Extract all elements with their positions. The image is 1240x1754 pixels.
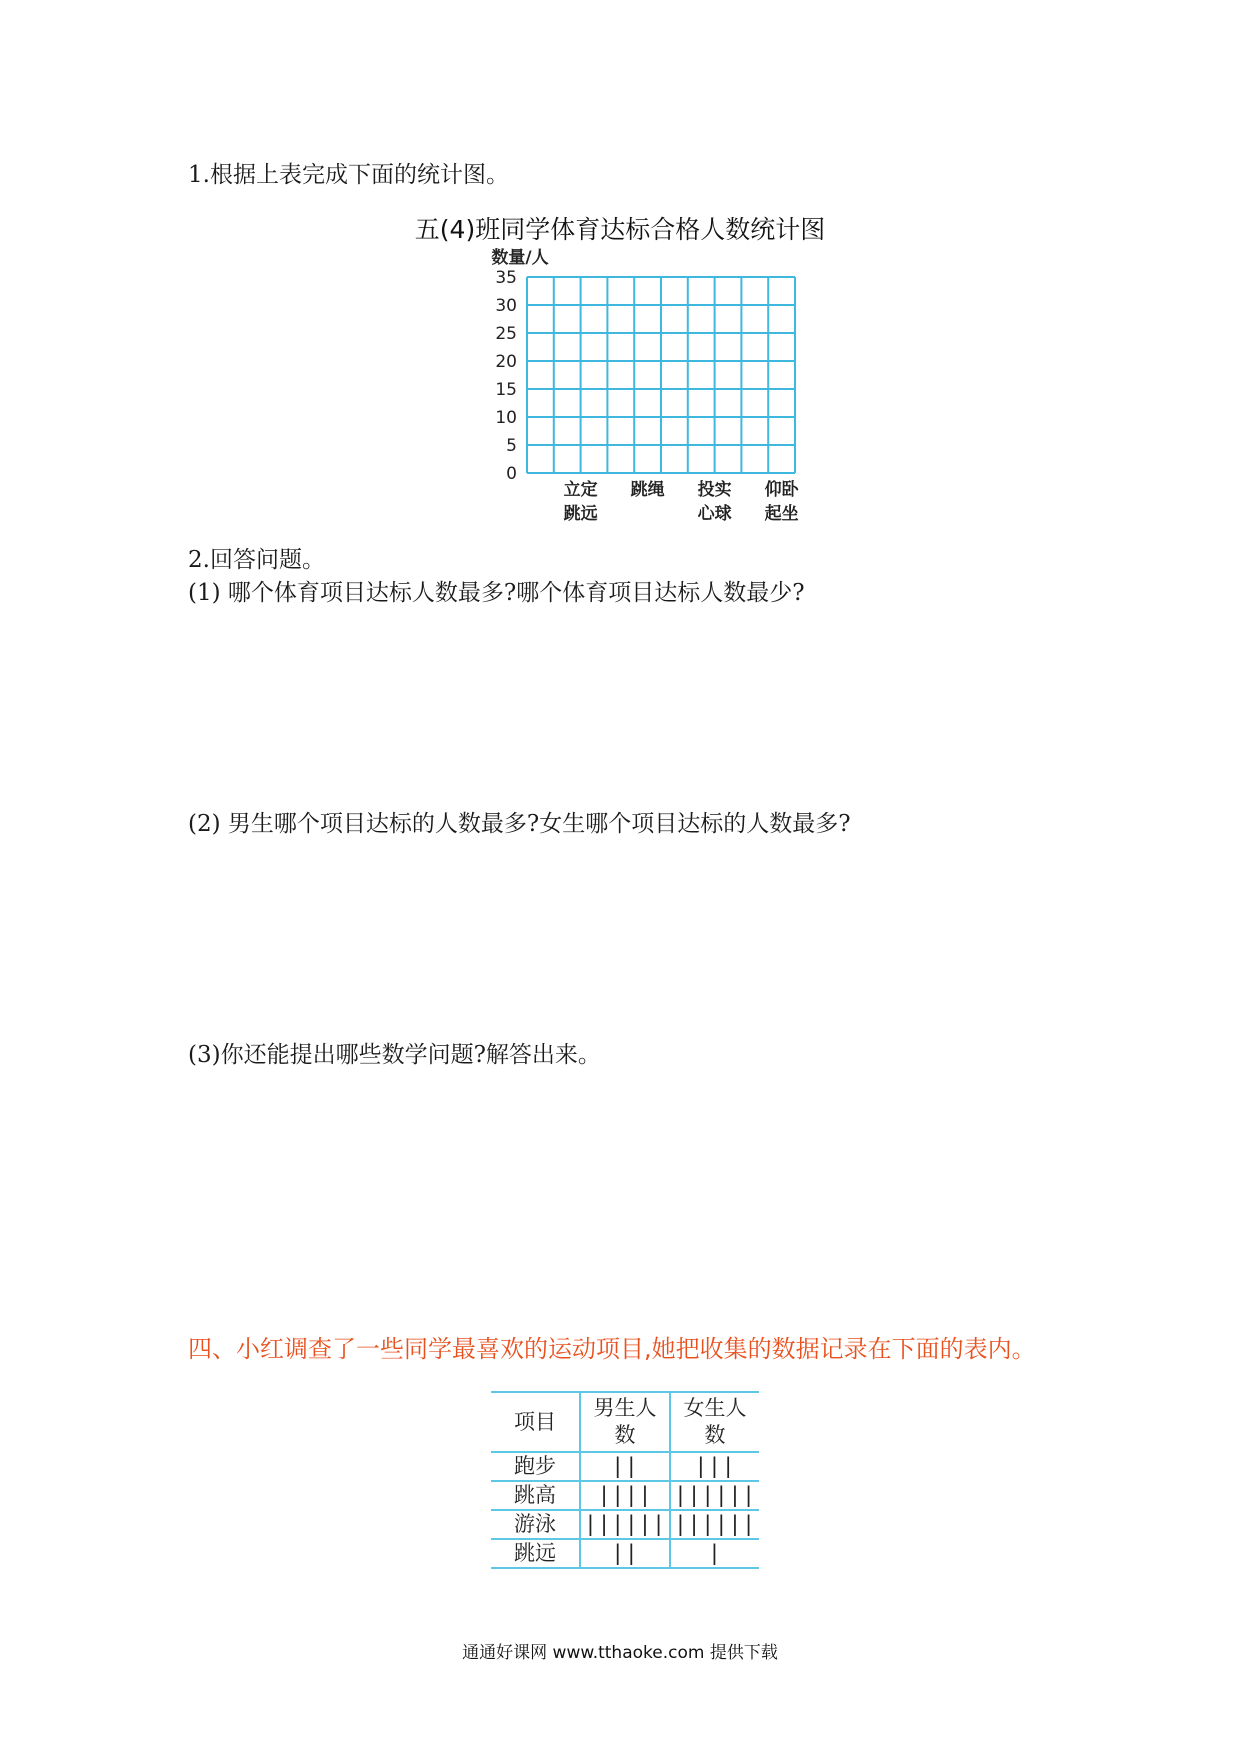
chart-title: 五(4)班同学体育达标合格人数统计图 xyxy=(414,215,826,244)
x-category-label: 投实 xyxy=(697,480,732,500)
x-category-label: 心球 xyxy=(697,504,732,524)
header-boys xyxy=(580,1392,670,1452)
header-girls xyxy=(670,1392,759,1452)
tally-table-container xyxy=(491,1391,759,1569)
y-tick-label: 5 xyxy=(506,436,517,456)
y-tick-label: 30 xyxy=(495,296,517,316)
table-row xyxy=(491,1539,759,1568)
question-3: (3)你还能提出哪些数学问题?解答出来。 xyxy=(188,1042,601,1068)
row-item: 跑步 xyxy=(491,1452,580,1481)
table-row xyxy=(491,1452,759,1481)
row-item: 跳高 xyxy=(491,1481,580,1510)
question-1: (1) 哪个体育项目达标人数最多?哪个体育项目达标人数最少? xyxy=(188,580,805,606)
footer-text: 通通好课网 www.tthaoke.com 提供下载 xyxy=(462,1643,778,1663)
section-four-heading: 四、小红调查了一些同学最喜欢的运动项目,她把收集的数据记录在下面的表内。 xyxy=(188,1335,1036,1363)
row-boys-tally: |||| xyxy=(580,1481,670,1510)
row-boys-tally: |||||| xyxy=(580,1510,670,1539)
y-tick-label: 25 xyxy=(495,324,517,344)
row-boys-tally: || xyxy=(580,1539,670,1568)
header-boys-line-1: 男生人 xyxy=(593,1396,657,1420)
y-axis-label: 数量/人 xyxy=(491,248,549,268)
part2-label: 2.回答问题。 xyxy=(188,547,325,573)
y-tick-label: 10 xyxy=(495,408,517,428)
bar-chart xyxy=(0,0,1240,560)
header-girls-line-2: 数 xyxy=(704,1423,726,1447)
tally-table-header-row xyxy=(491,1392,759,1452)
x-category-label: 跳远 xyxy=(563,504,598,524)
row-girls-tally: |||||| xyxy=(670,1510,759,1539)
row-girls-tally: |||||| xyxy=(670,1481,759,1510)
header-girls-line-1: 女生人 xyxy=(683,1396,747,1420)
question-2: (2) 男生哪个项目达标的人数最多?女生哪个项目达标的人数最多? xyxy=(188,811,851,837)
tally-table xyxy=(491,1391,759,1569)
table-row xyxy=(491,1510,759,1539)
x-category-label: 立定 xyxy=(563,480,598,500)
row-boys-tally: || xyxy=(580,1452,670,1481)
x-category-label: 仰卧 xyxy=(764,480,799,500)
x-category-label: 起坐 xyxy=(764,504,799,524)
part1-label: 1.根据上表完成下面的统计图。 xyxy=(188,162,509,188)
y-tick-label: 0 xyxy=(506,464,517,484)
y-tick-label: 20 xyxy=(495,352,517,372)
header-boys-line-2: 数 xyxy=(614,1423,636,1447)
y-tick-label: 15 xyxy=(495,380,517,400)
row-item: 游泳 xyxy=(491,1510,580,1539)
table-row xyxy=(491,1481,759,1510)
x-category-label: 跳绳 xyxy=(630,480,665,500)
row-girls-tally: ||| xyxy=(670,1452,759,1481)
y-tick-label: 35 xyxy=(495,268,517,288)
header-item-line-1: 项目 xyxy=(514,1409,556,1434)
row-girls-tally: | xyxy=(670,1539,759,1568)
row-item: 跳远 xyxy=(491,1539,580,1568)
header-item xyxy=(491,1392,580,1452)
